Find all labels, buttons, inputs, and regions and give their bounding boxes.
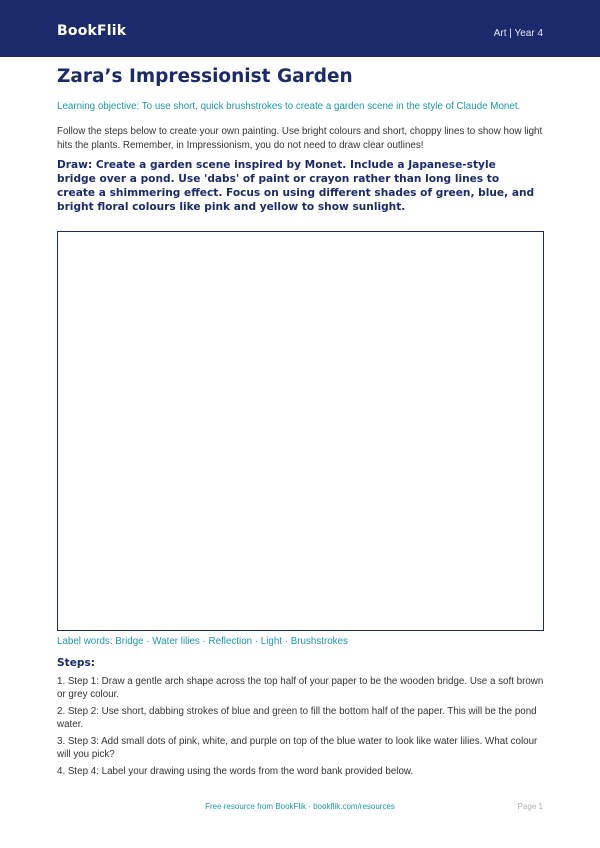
page-title: Zara’s Impressionist Garden: [57, 66, 353, 87]
subject-year-label: Art | Year 4: [493, 28, 543, 39]
step-item: 1. Step 1: Draw a gentle arch shape across the top half of your paper to be the wooden bridge. Use a soft brown or grey colour.: [57, 676, 544, 700]
step-item: 3. Step 3: Add small dots of pink, white, and purple on top of the blue water to look like water lilies. What colour will you pick?: [57, 736, 538, 760]
draw-instruction: Draw: Create a garden scene inspired by Monet. Include a Japanese-style bridge over a pond. Use 'dabs' of paint or crayon rather than long lines to create a shimmering effect. Focus on using different shades of green, blue, and bright floral colours like pink and yellow to show sunlight.: [57, 159, 535, 213]
page-number: Page 1: [517, 802, 543, 811]
step-item: 2. Step 2: Use short, dabbing strokes of blue and green to fill the bottom half of the paper. This will be the pond water.: [57, 706, 537, 730]
steps-list: [57, 675, 547, 782]
drawing-area[interactable]: [57, 231, 544, 631]
header-bar: [0, 0, 600, 57]
learning-objective: Learning objective: To use short, quick brushstrokes to create a garden scene in the style of Claude Monet.: [57, 101, 521, 112]
footer-text: Free resource from BookFlik · bookflik.com/resources: [205, 802, 395, 811]
step-item: 4. Step 4: Label your drawing using the words from the word bank provided below.: [57, 766, 414, 777]
intro-text: Follow the steps below to create your own painting. Use bright colours and short, choppy lines to show how light hits the plants. Remember, in Impressionism, you do not need to draw clear outlines!: [57, 126, 543, 151]
label-words: Label words: Bridge · Water lilies · Reflection · Light · Brushstrokes: [57, 636, 348, 647]
steps-heading: Steps:: [57, 657, 96, 669]
brand-logo-text: BookFlik: [57, 23, 127, 39]
